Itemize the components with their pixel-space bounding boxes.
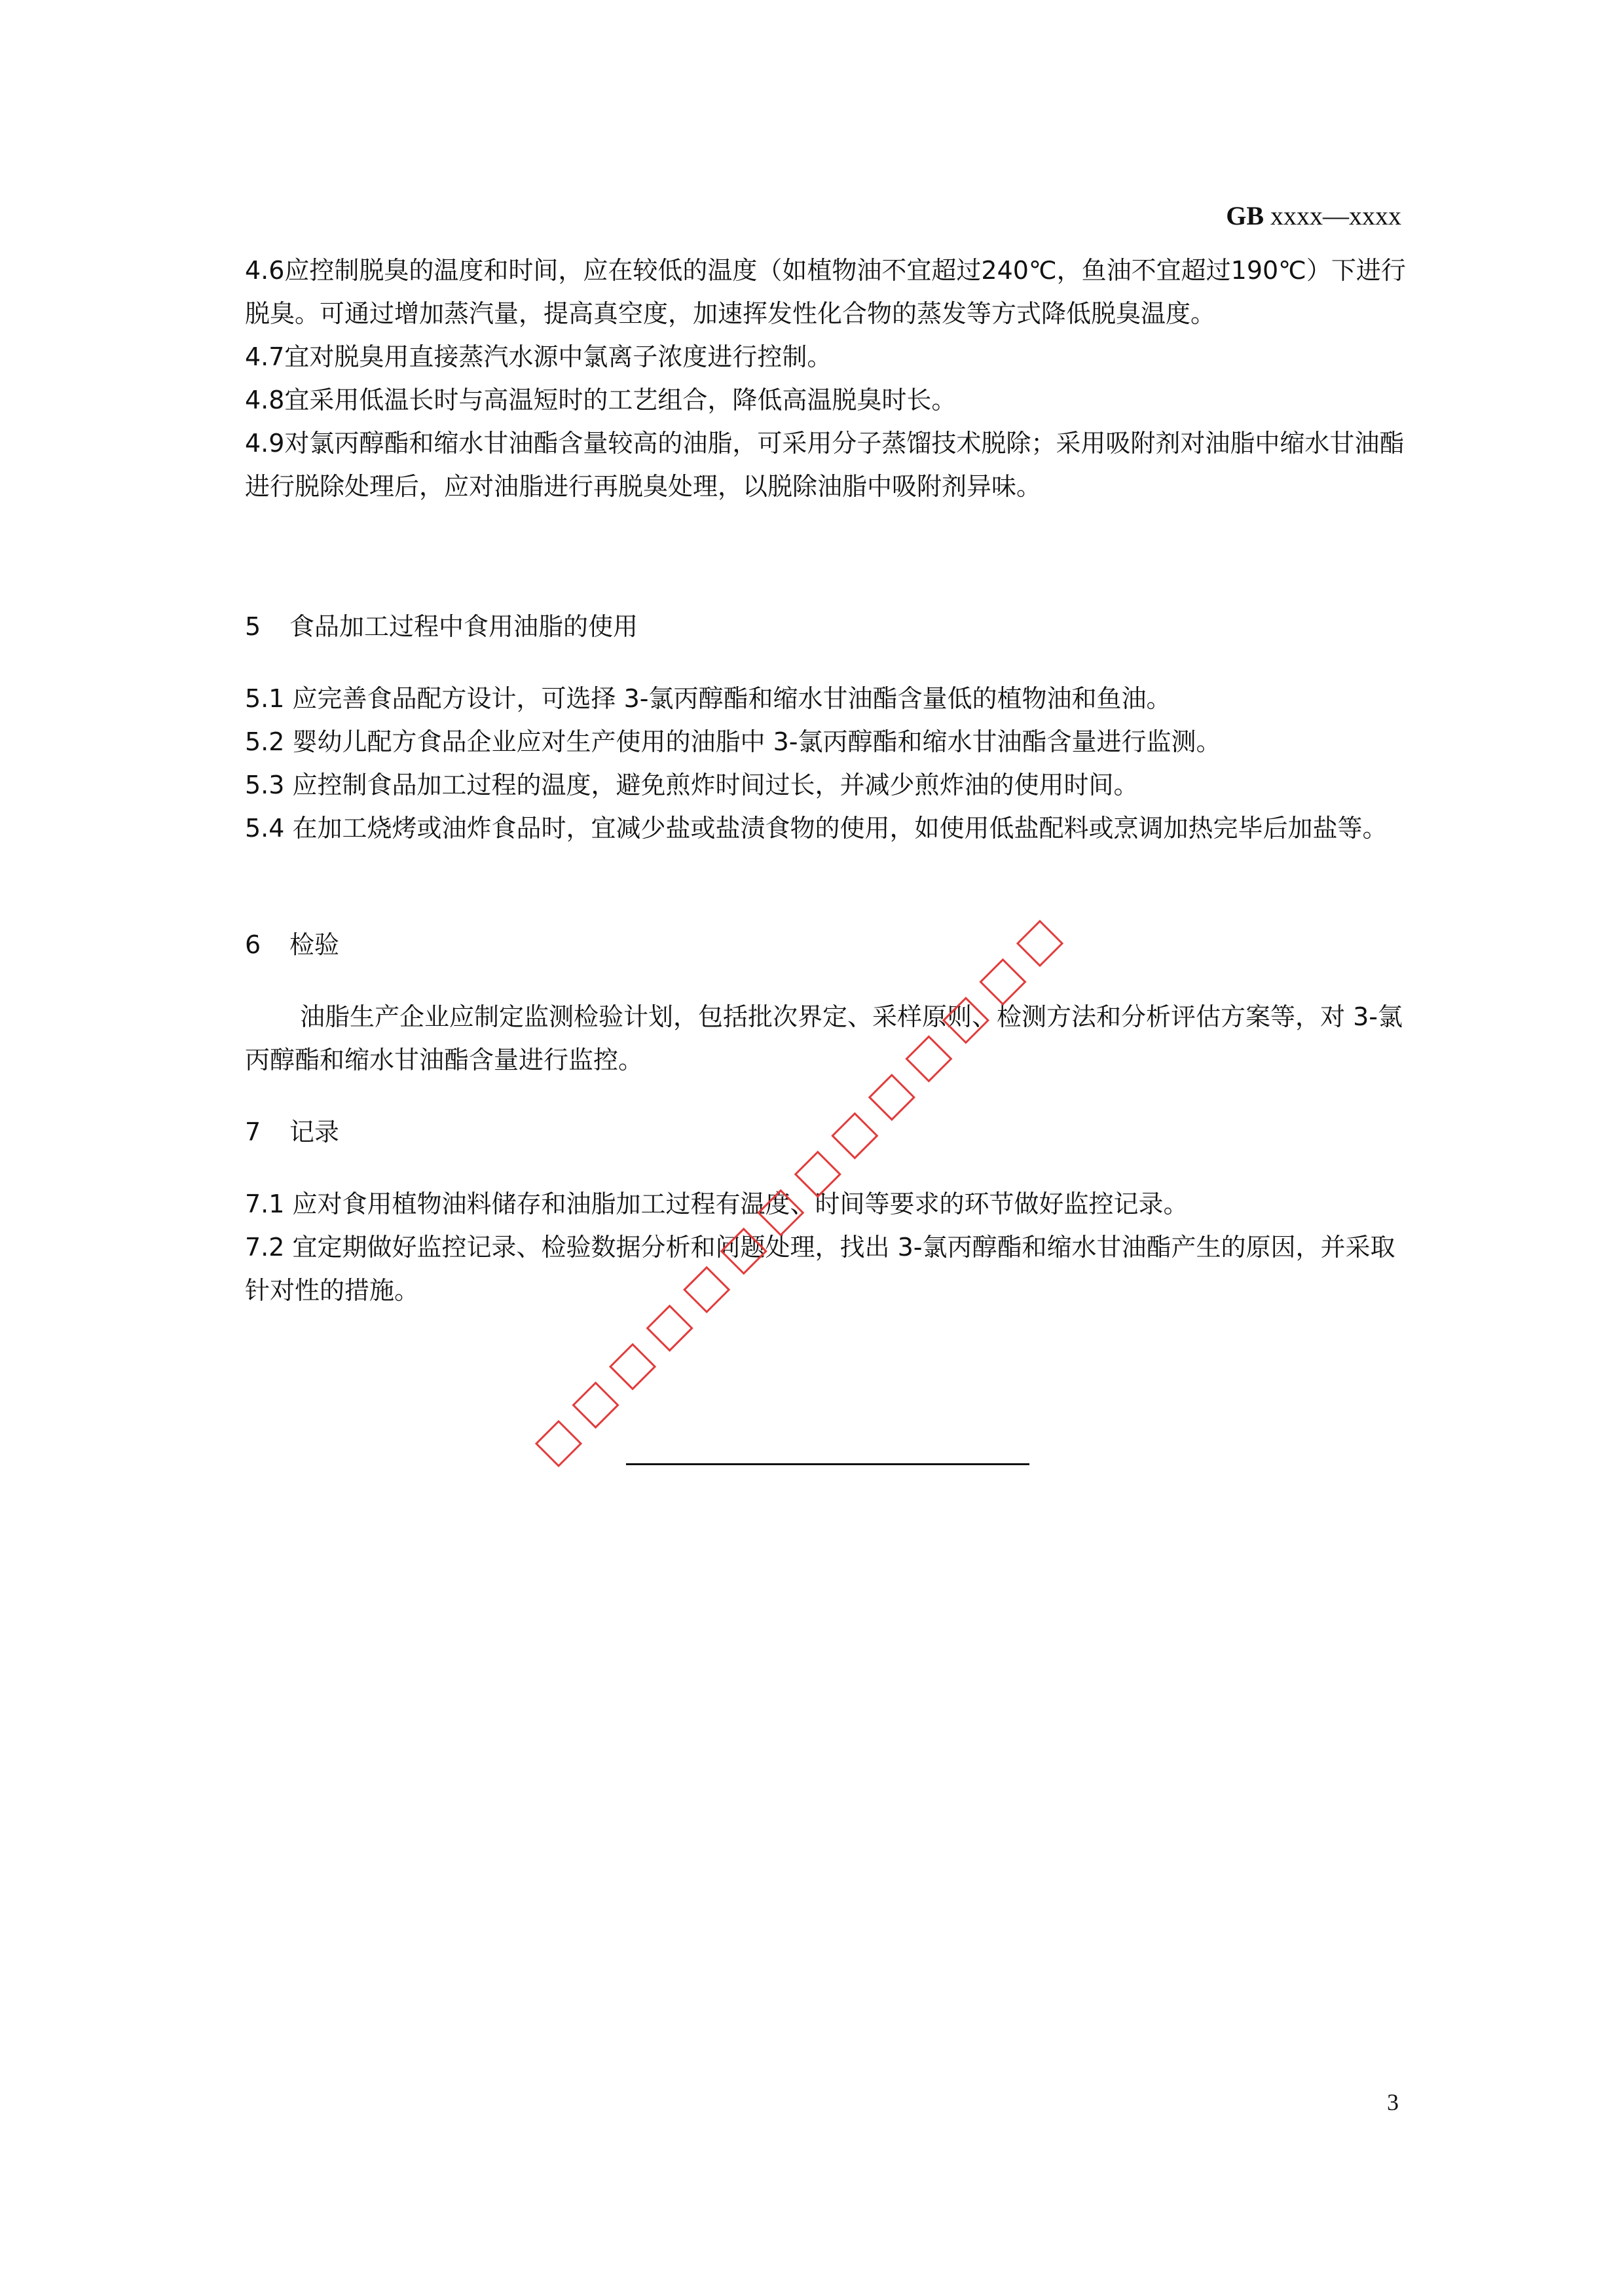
section-6-body: 油脂生产企业应制定监测检验计划，包括批次界定、采样原则、检测方法和分析评估方案等，对 3-氯丙醇酯和缩水甘油酯含量进行监控。 bbox=[245, 1002, 1403, 1074]
section-5-heading bbox=[245, 605, 1412, 648]
section-6-heading bbox=[245, 923, 1412, 966]
section-5-number: 5 bbox=[245, 612, 261, 641]
clause-7-1: 7.1 应对食用植物油料储存和油脂加工过程有温度、时间等要求的环节做好监控记录。 bbox=[245, 1190, 1189, 1218]
document-body bbox=[245, 249, 1412, 1312]
section-6-number: 6 bbox=[245, 930, 261, 959]
section-5-title: 食品加工过程中食用油脂的使用 bbox=[289, 612, 638, 641]
watermark-box-mark bbox=[648, 1306, 692, 1351]
standard-number: xxxx—xxxx bbox=[1264, 201, 1401, 230]
section-6-title: 检验 bbox=[289, 930, 340, 959]
section-7-items bbox=[245, 1182, 1412, 1312]
section-7-heading bbox=[245, 1110, 1412, 1154]
watermark-box-mark bbox=[536, 1421, 581, 1466]
clause-4-9: 4.9对氯丙醇酯和缩水甘油酯含量较高的油脂，可采用分子蒸馏技术脱除；采用吸附剂对油脂中缩水甘油酯进行脱除处理后，应对油脂进行再脱臭处理，以脱除油脂中吸附剂异味。 bbox=[245, 429, 1405, 501]
clause-5-2: 5.2 婴幼儿配方食品企业应对生产使用的油脂中 3-氯丙醇酯和缩水甘油酯含量进行监测。 bbox=[245, 727, 1221, 756]
page-number: 3 bbox=[1387, 2089, 1399, 2115]
section-7-title: 记录 bbox=[289, 1118, 340, 1146]
end-of-text-rule bbox=[626, 1463, 1029, 1465]
standard-prefix: GB bbox=[1226, 201, 1264, 230]
clause-5-3: 5.3 应控制食品加工过程的温度，避免煎炸时间过长，并减少煎炸油的使用时间。 bbox=[245, 771, 1139, 799]
clause-4-6: 4.6应控制脱臭的温度和时间，应在较低的温度（如植物油不宜超过240℃，鱼油不宜超过190℃）下进行脱臭。可通过增加蒸汽量，提高真空度，加速挥发性化合物的蒸发等方式降低脱臭温度。 bbox=[245, 256, 1406, 328]
section-5-items bbox=[245, 677, 1412, 850]
section-7-number: 7 bbox=[245, 1118, 261, 1146]
standard-code-header bbox=[1226, 200, 1401, 231]
watermark-box-mark bbox=[610, 1344, 655, 1389]
watermark-box-mark bbox=[574, 1383, 618, 1427]
clause-4-7: 4.7宜对脱臭用直接蒸汽水源中氯离子浓度进行控制。 bbox=[245, 342, 832, 371]
clause-5-4: 5.4 在加工烧烤或油炸食品时，宜减少盐或盐渍食物的使用，如使用低盐配料或烹调加热完毕后加盐等。 bbox=[245, 814, 1388, 843]
clause-4-8: 4.8宜采用低温长时与高温短时的工艺组合，降低高温脱臭时长。 bbox=[245, 386, 957, 414]
clause-7-2: 7.2 宜定期做好监控记录、检验数据分析和问题处理，找出 3-氯丙醇酯和缩水甘油酯产生的原因，并采取针对性的措施。 bbox=[245, 1233, 1395, 1305]
clause-5-1: 5.1 应完善食品配方设计，可选择 3-氯丙醇酯和缩水甘油酯含量低的植物油和鱼油。 bbox=[245, 684, 1172, 713]
